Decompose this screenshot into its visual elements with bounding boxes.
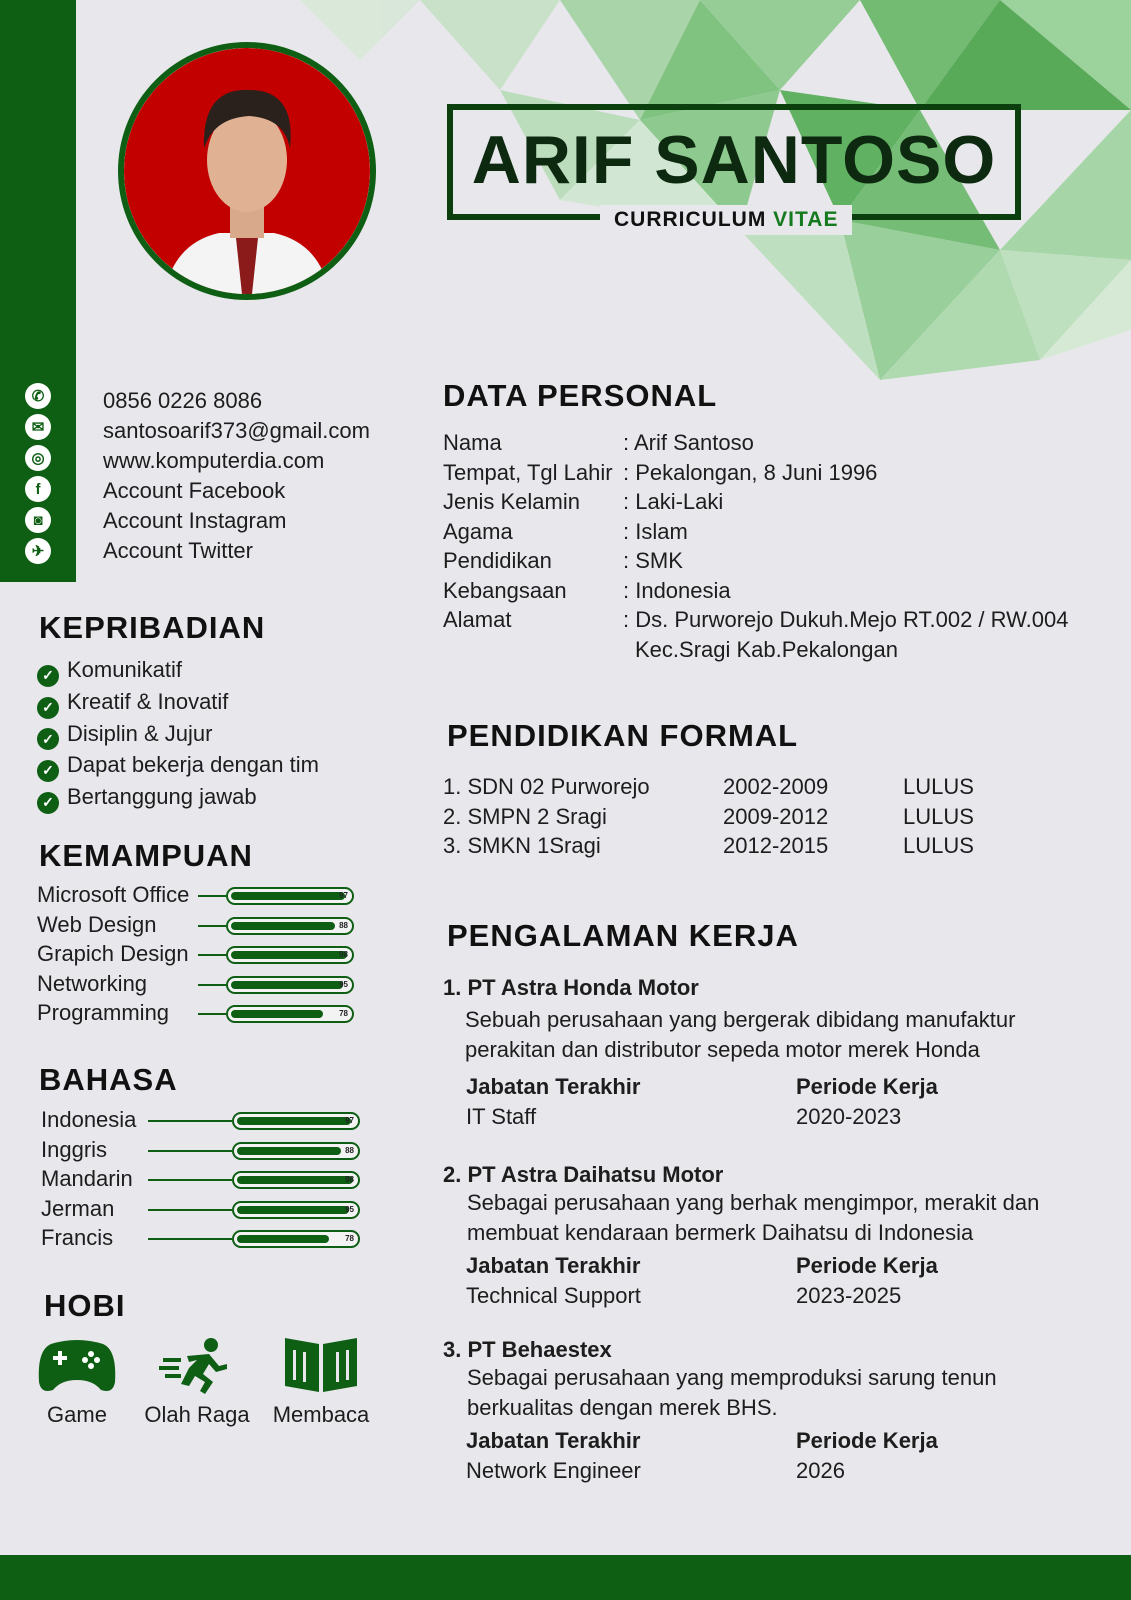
check-icon: ✓	[37, 697, 59, 719]
language-bar-connector	[148, 1238, 232, 1240]
language-bar-fill	[237, 1206, 349, 1214]
skill-bar-fill	[231, 1010, 323, 1018]
list-item: ✓ Kreatif & Inovatif	[37, 687, 319, 719]
subtitle	[600, 205, 852, 235]
hobby-olahraga	[137, 1336, 257, 1428]
skill-bar-value: 88	[339, 920, 348, 930]
kepribadian-list	[37, 655, 319, 814]
facebook-link[interactable]: Account Facebook	[103, 478, 286, 503]
job-details: Jabatan Terakhir Technical Support Periode Kerja 2023-2025	[466, 1251, 1126, 1311]
table-row: 3. SMKN 1Sragi 2012-2015 LULUS	[443, 833, 974, 858]
hobi-title: HOBI	[44, 1288, 126, 1323]
language-label: Jerman	[41, 1195, 115, 1221]
language-label: Mandarin	[41, 1166, 133, 1191]
language-bar-fill	[237, 1117, 351, 1125]
language-bar-connector	[148, 1120, 232, 1122]
skill-bar-connector	[198, 925, 226, 927]
contact-icons	[25, 383, 55, 569]
company-name: 3. PT Behaestex	[443, 1337, 612, 1362]
company-description: Sebagai perusahaan yang berhak mengimpor, merakit dan membuat kendaraan bermerk Daihatsu di Indonesia	[467, 1190, 1040, 1245]
language-bar	[232, 1201, 360, 1219]
language-bar	[232, 1171, 360, 1189]
skill-bar	[226, 946, 354, 964]
phone-number: 0856 0226 8086	[103, 388, 263, 413]
language-bar-connector	[148, 1150, 232, 1152]
globe-icon: ◎	[25, 445, 51, 471]
job-position: Network Engineer	[466, 1458, 641, 1483]
language-bar-value: 88	[345, 1145, 354, 1155]
hobby-label: Membaca	[272, 1402, 370, 1427]
skill-bar	[226, 1005, 354, 1023]
language-label: Francis	[41, 1225, 114, 1250]
running-icon	[157, 1336, 237, 1394]
language-bar-value: 78	[345, 1234, 354, 1243]
table-row: Tempat, Tgl Lahir : Pekalongan, 8 Juni 1996	[443, 459, 878, 485]
job-position: Technical Support	[466, 1283, 641, 1308]
hobby-membaca	[261, 1336, 381, 1428]
footer-band	[0, 1555, 1131, 1600]
language-bar-fill	[237, 1147, 341, 1155]
pendidikan-table	[443, 772, 1083, 861]
language-bar-value: 97	[345, 1116, 354, 1125]
language-bar-fill	[237, 1176, 353, 1184]
subtitle-curriculum: CURRICULUM	[614, 208, 767, 231]
kemampuan-bars	[198, 887, 358, 1037]
table-row: Agama : Islam	[443, 518, 688, 544]
language-bar	[232, 1112, 360, 1130]
phone-icon: ✆	[25, 383, 51, 409]
company-description: Sebuah perusahaan yang bergerak dibidang manufaktur perakitan dan distributor sepeda motor merek Honda	[465, 1007, 1016, 1062]
facebook-icon: f	[25, 476, 51, 502]
data-personal-table	[443, 428, 1083, 664]
skill-bar	[226, 976, 354, 994]
skill-label: Microsoft Office	[37, 882, 190, 907]
skill-bar-fill	[231, 951, 347, 959]
language-bar	[232, 1142, 360, 1160]
gamepad-icon	[37, 1336, 117, 1394]
job-position: IT Staff	[466, 1104, 537, 1129]
check-icon: ✓	[37, 760, 59, 782]
email-icon: ✉	[25, 414, 51, 440]
job-period: 2020-2023	[796, 1104, 902, 1129]
instagram-icon: ◙	[25, 507, 51, 533]
hobby-game	[17, 1336, 137, 1428]
skill-bar-value: 78	[339, 1009, 348, 1018]
book-icon	[281, 1336, 361, 1394]
table-row: Kec.Sragi Kab.Pekalongan	[635, 636, 898, 662]
list-item: ✓ Bertanggung jawab	[37, 782, 319, 814]
table-row: 1. SDN 02 Purworejo 2002-2009 LULUS	[443, 774, 974, 799]
kemampuan-title: KEMAMPUAN	[39, 838, 253, 873]
language-label: Indonesia	[41, 1107, 137, 1132]
data-personal-title: DATA PERSONAL	[443, 378, 718, 413]
skill-bar	[226, 887, 354, 905]
company-description: Sebagai perusahaan yang memproduksi sarung tenun berkualitas dengan merek BHS.	[467, 1365, 997, 1420]
language-bar-value: 98	[345, 1175, 354, 1184]
kemampuan-labels	[37, 880, 189, 1028]
language-bar-connector	[148, 1179, 232, 1181]
skill-bar-fill	[231, 892, 345, 900]
list-item: ✓ Dapat bekerja dengan tim	[37, 750, 319, 782]
skill-label: Web Design	[37, 911, 157, 937]
job-details: Jabatan Terakhir IT Staff Periode Kerja 2020-2023	[466, 1072, 1126, 1132]
table-row: 2. SMPN 2 Sragi 2009-2012 LULUS	[443, 803, 974, 829]
pendidikan-title: PENDIDIKAN FORMAL	[447, 718, 799, 753]
email-address: santosoarif373@gmail.com	[103, 418, 370, 443]
bahasa-labels	[41, 1105, 136, 1253]
skill-bar-connector	[198, 954, 226, 956]
skill-bar-value: 95	[339, 979, 348, 989]
company-name: 1. PT Astra Honda Motor	[443, 975, 699, 1000]
bahasa-bars	[148, 1112, 363, 1262]
pengalaman-title: PENGALAMAN KERJA	[447, 918, 799, 953]
company-name: 2. PT Astra Daihatsu Motor	[443, 1162, 724, 1187]
skill-label: Grapich Design	[37, 941, 189, 966]
twitter-link[interactable]: Account Twitter	[103, 538, 253, 563]
check-icon: ✓	[37, 665, 59, 687]
job-period: 2023-2025	[796, 1283, 902, 1308]
skill-bar-connector	[198, 984, 226, 986]
list-item: ✓ Disiplin & Jujur	[37, 719, 319, 751]
full-name: ARIF SANTOSO	[471, 122, 997, 198]
skill-bar-value: 97	[339, 891, 348, 900]
table-row: Alamat : Ds. Purworejo Dukuh.Mejo RT.002 / RW.004	[443, 607, 1069, 632]
contact-list	[103, 386, 370, 566]
list-item: ✓ Komunikatif	[37, 655, 319, 687]
bahasa-title: BAHASA	[39, 1062, 178, 1097]
language-bar-fill	[237, 1235, 329, 1243]
skill-bar-fill	[231, 922, 335, 930]
language-bar-connector	[148, 1209, 232, 1211]
hobby-label: Olah Raga	[144, 1402, 250, 1427]
skill-bar-connector	[198, 895, 226, 897]
check-icon: ✓	[37, 792, 59, 814]
language-label: Inggris	[41, 1136, 108, 1162]
skill-bar	[226, 917, 354, 935]
profile-photo	[118, 42, 376, 300]
subtitle-vitae: VITAE	[766, 208, 839, 231]
check-icon: ✓	[37, 728, 59, 750]
instagram-link[interactable]: Account Instagram	[103, 508, 287, 533]
twitter-icon: ✈	[25, 538, 51, 564]
skill-label: Programming	[37, 1000, 170, 1025]
table-row: Nama : Arif Santoso	[443, 430, 754, 455]
skill-bar-connector	[198, 1013, 226, 1015]
hobby-label: Game	[47, 1402, 107, 1427]
table-row: Kebangsaan : Indonesia	[443, 577, 731, 603]
skill-bar-value: 98	[339, 950, 348, 959]
website-link[interactable]: www.komputerdia.com	[103, 448, 325, 473]
job-details: Jabatan Terakhir Network Engineer Periode Kerja 2026	[466, 1426, 1126, 1486]
job-period: 2026	[796, 1458, 845, 1483]
language-bar	[232, 1230, 360, 1248]
skill-label: Networking	[37, 970, 148, 996]
kepribadian-title: KEPRIBADIAN	[39, 610, 266, 645]
language-bar-value: 95	[345, 1204, 354, 1214]
table-row: Pendidikan : SMK	[443, 548, 683, 573]
skill-bar-fill	[231, 981, 343, 989]
table-row: Jenis Kelamin : Laki-Laki	[443, 489, 724, 514]
